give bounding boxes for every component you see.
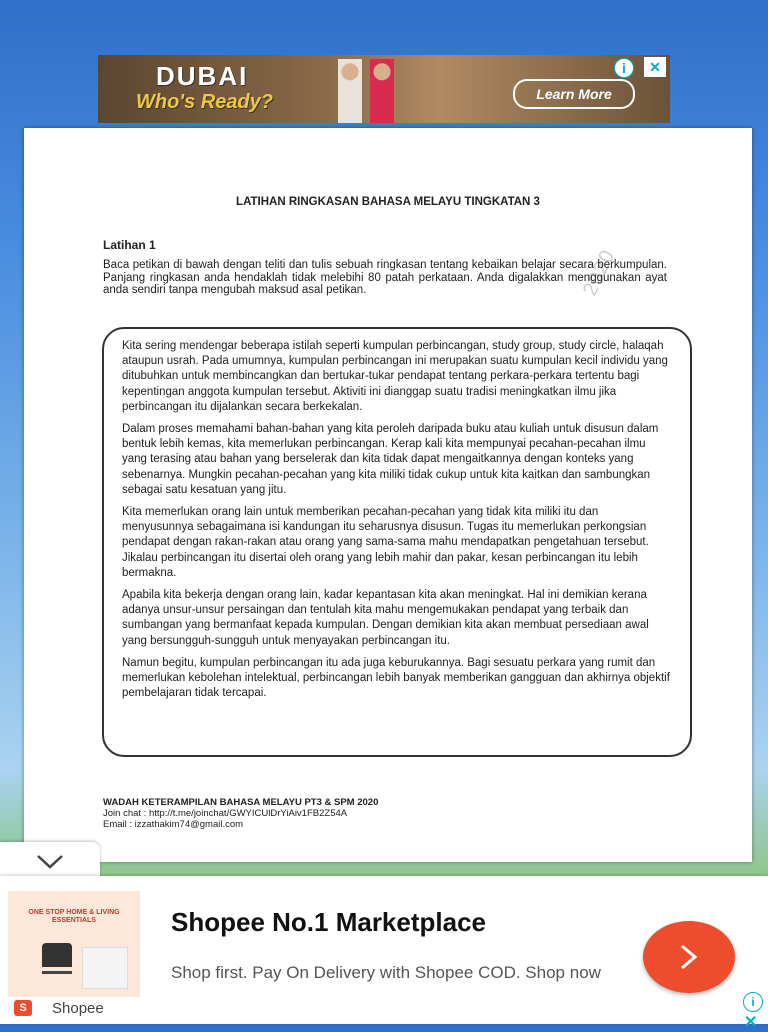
top-banner-ad[interactable] xyxy=(98,55,670,123)
advertiser-name: Shopee xyxy=(52,1000,104,1017)
ad-tagline: Who's Ready? xyxy=(136,91,273,113)
ad-body-text: Shop first. Pay On Delivery with Shopee COD. Shop now xyxy=(171,963,601,982)
passage-box xyxy=(102,327,692,757)
footer-email: Email : izzathakim74@gmail.com xyxy=(103,819,244,830)
passage-paragraph: Kita sering mendengar beberapa istilah seperti kumpulan perbincangan, study group, study circle, halaqah ataupun usrah. Pada umumnya, kumpulan perbincangan ini merupakan suatu kumpulan kecil individu yang ditubuhkan untuk membincangkan dan bertukar-tukar pendapat tentang perkara-perkara tertentu bagi kepentingan anggota kumpulan tersebut. Aktiviti ini dianggap suatu tradisi meningkatkan ilmu jika perbincangan itu dijalankan secara berkekalan. xyxy=(122,340,668,413)
ad-product-image xyxy=(8,891,140,997)
ad-open-button[interactable] xyxy=(643,921,735,993)
shopee-bag-icon: S xyxy=(14,1000,32,1016)
chevron-right-icon xyxy=(677,943,701,971)
section-heading: Latihan 1 xyxy=(103,238,156,252)
watermark: 2020 xyxy=(579,246,620,300)
ad-learn-more-button[interactable]: Learn More xyxy=(513,79,635,109)
adchoices-icon[interactable]: i xyxy=(743,992,763,1012)
footer-chat-link[interactable]: Join chat : http://t.me/joinchat/GWYICUlDrYiAiv1FB2Z54A xyxy=(103,808,348,819)
passage-paragraph: Namun begitu, kumpulan perbincangan itu ada juga keburukannya. Bagi sesuatu perkara yang rumit dan memerlukan kebolehan intelektual, perbincangan lebih banyak memberikan gangguan dan akhirnya objektif pembelajaran tidak tercapai. xyxy=(122,656,670,700)
ad-headline[interactable]: Shopee No.1 Marketplace xyxy=(171,907,486,937)
document-page xyxy=(24,128,752,862)
document-title: LATIHAN RINGKASAN BAHASA MELAYU TINGKATAN 3 xyxy=(236,196,540,208)
chair-image xyxy=(42,943,72,983)
close-icon[interactable]: ✕ xyxy=(744,1014,758,1031)
passage-paragraph: Apabila kita bekerja dengan orang lain, kadar kepantasan kita akan meningkat. Hal ini demikian kerana adanya unsur-unsur persaingan dan tentulah kita mahu mengemukakan pendapat yang terbaik dan sumbangan yang bermanfaat kepada kumpulan. Dengan demikian kita akan membuat persediaan awal yang bersungguh-sungguh untuk menyayakan perbincangan itu. xyxy=(122,589,649,647)
bottom-banner-ad[interactable] xyxy=(0,876,768,1031)
ad-brand-text: DUBAI xyxy=(156,61,249,91)
instructions: Baca petikan di bawah dengan teliti dan tulis sebuah ringkasan tentang kebaikan belajar secara berkumpulan. Panjang ringkasan anda hendaklah tidak melebihi 80 patah perkataan. Anda digalakkan menggunakan ayat anda sendiri tanpa mengubah maksud asal petikan. xyxy=(103,259,667,296)
close-icon[interactable]: ✕ xyxy=(644,57,666,77)
shelf-image xyxy=(82,947,128,989)
info-icon[interactable]: i xyxy=(614,58,634,78)
ad-people-image xyxy=(326,59,406,123)
passage-paragraph: Kita memerlukan orang lain untuk memberikan pecahan-pecahan yang tidak kita miliki itu dan menyusunnya sebagaimana isi kandungan itu seharusnya disusun. Tugas itu memerlukan perkongsian pendapat dengan rakan-rakan atau orang yang sama-sama mahu mendapatkan pengetahuan tersebut. Jikalau perbincangan itu disertai oleh orang yang lebih mahir dan pakar, kesan perbincangan itu lebih bermakna. xyxy=(122,506,649,579)
footer-title: WADAH KETERAMPILAN BAHASA MELAYU PT3 & SPM 2020 xyxy=(103,797,379,808)
ad-thumb-text: ONE STOP HOME & LIVING ESSENTIALS xyxy=(28,909,120,924)
chevron-down-icon xyxy=(36,854,64,870)
passage-paragraph: Dalam proses memahami bahan-bahan yang kita peroleh daripada buku atau kuliah untuk disusun dalam bentuk lebih kemas, kita memerlukan perbincangan. Kerap kali kita mempunyai pecahan-pecahan ilmu yang terasing atau bahan yang berselerak dan kita tidak dapat mengaitkannya dengan konteks yang sebenarnya. Mungkin pecahan-pecahan yang kita miliki tidak cukup untuk kita kaitkan dan sambungkan sebagai satu kesatuan yang jitu. xyxy=(122,423,659,496)
